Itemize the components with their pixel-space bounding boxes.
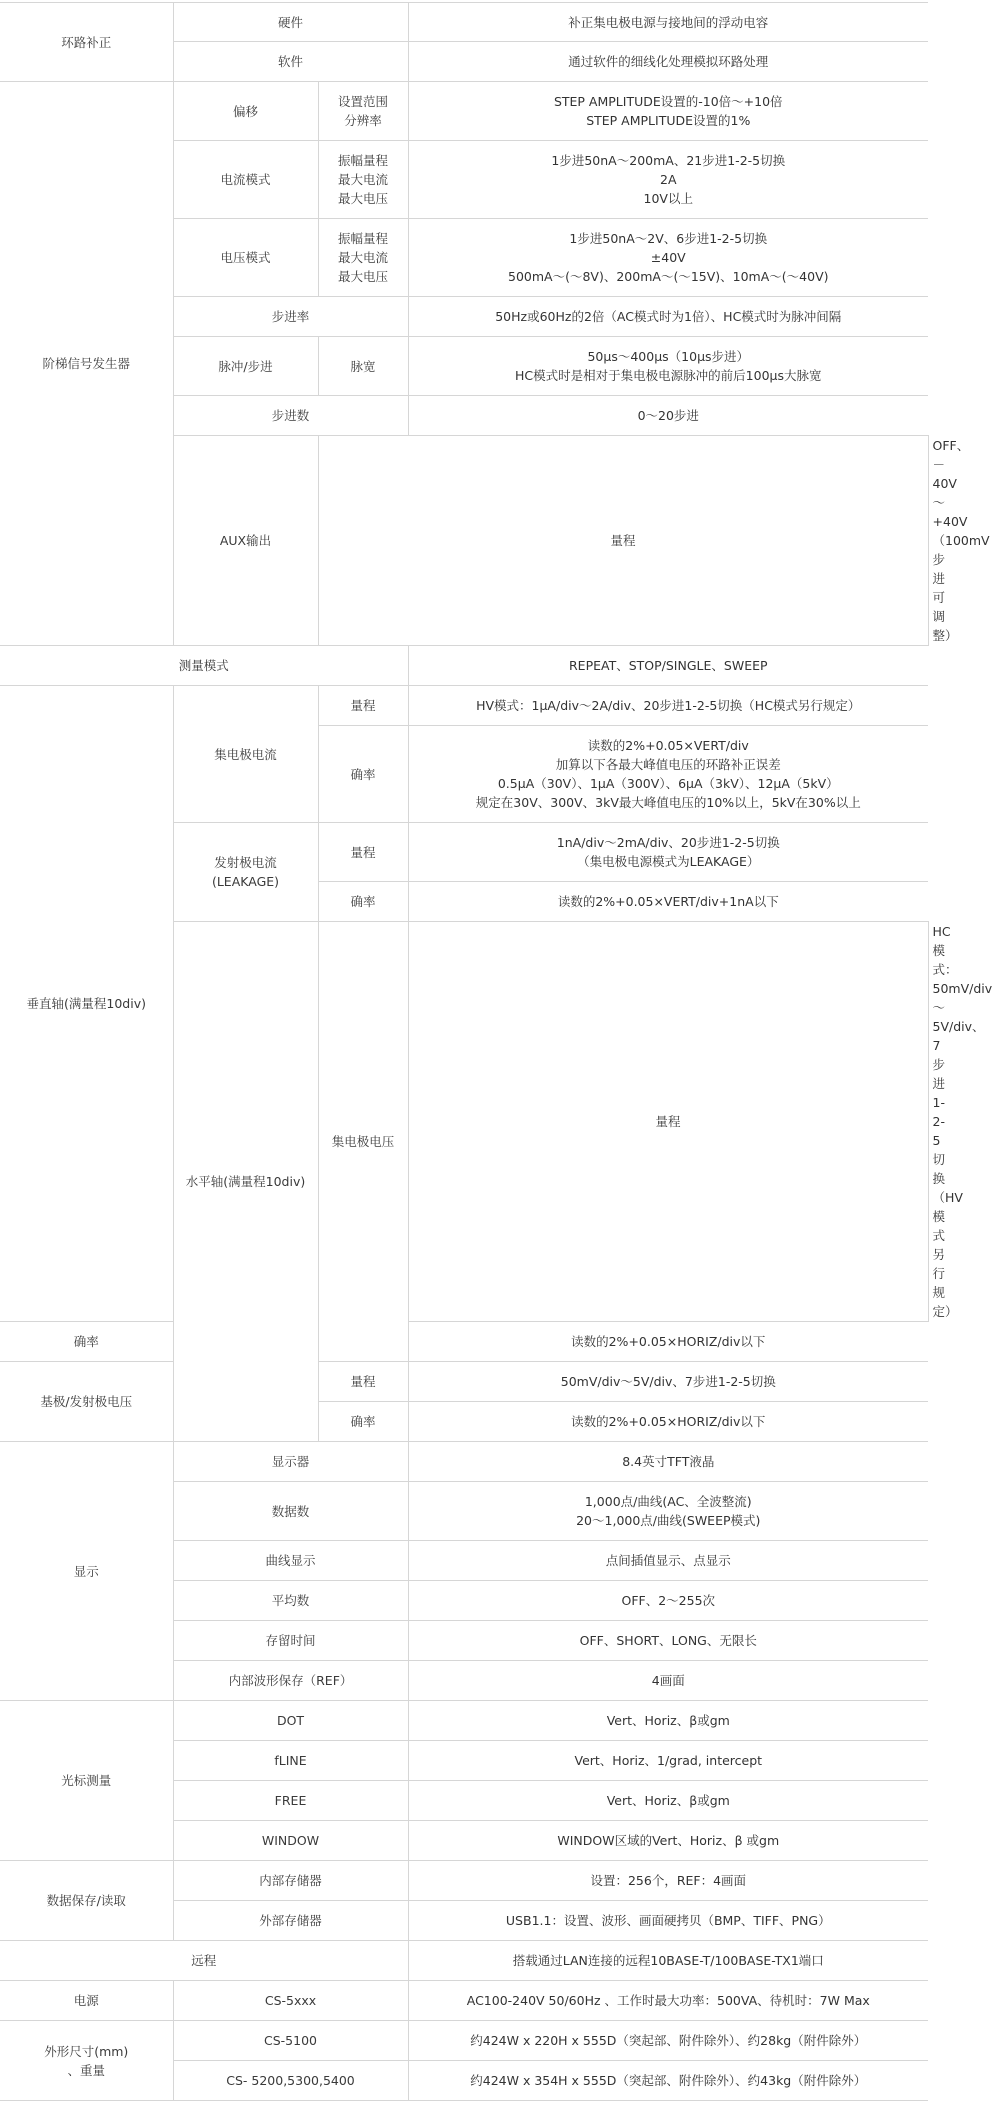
subitem-cell: 确率 <box>318 1402 408 1442</box>
value-cell: Vert、Horiz、β或gm <box>408 1701 928 1741</box>
category-cell: 光标测量 <box>0 1701 173 1861</box>
subitem-cell: 量程 <box>408 922 928 1322</box>
value-cell: 1nA/div～2mA/div、20步进1-2-5切换 （集电极电源模式为LEAKAGE） <box>408 823 928 882</box>
category-cell: 测量模式 <box>0 646 408 686</box>
value-cell: WINDOW区域的Vert、Horiz、β 或gm <box>408 1821 928 1861</box>
item-cell: DOT <box>173 1701 408 1741</box>
value-cell: 补正集电极电源与接地间的浮动电容 <box>408 3 928 42</box>
category-cell: 数据保存/读取 <box>0 1861 173 1941</box>
table-row <box>0 1362 928 1402</box>
category-cell: 垂直轴(满量程10div) <box>0 686 173 1322</box>
category-cell: 阶梯信号发生器 <box>0 82 173 646</box>
table-row: AUX输出 量程 OFF、－40V～+40V（100mV步进可调整） <box>0 436 928 646</box>
item-cell: 外部存储器 <box>173 1901 408 1941</box>
table-row <box>0 3 928 42</box>
value-cell: 4画面 <box>408 1661 928 1701</box>
subitem-cell: 振幅量程 最大电流 最大电压 <box>318 141 408 219</box>
item-cell: 内部存储器 <box>173 1861 408 1901</box>
value-cell: 设置：256个，REF：4画面 <box>408 1861 928 1901</box>
item-cell: 内部波形保存（REF） <box>173 1661 408 1701</box>
item-cell: FREE <box>173 1781 408 1821</box>
table-row <box>0 1941 928 1981</box>
value-cell: 1步进50nA～200mA、21步进1-2-5切换 2A 10V以上 <box>408 141 928 219</box>
category-cell: 显示 <box>0 1442 173 1701</box>
item-cell: CS- 5200,5300,5400 <box>173 2061 408 2101</box>
value-cell: 点间插值显示、点显示 <box>408 1541 928 1581</box>
table-row <box>0 1322 928 1362</box>
item-cell: fLINE <box>173 1741 408 1781</box>
value-cell: OFF、2～255次 <box>408 1581 928 1621</box>
category-cell: 外形尺寸(mm) 、重量 <box>0 2021 173 2101</box>
subitem-cell: 确率 <box>318 726 408 823</box>
value-cell: 读数的2%+0.05×VERT/div+1nA以下 <box>408 882 928 922</box>
value-cell: 约424W x 220H x 555D（突起部、附件除外）、约28kg（附件除外） <box>408 2021 928 2061</box>
subitem-cell: 量程 <box>318 823 408 882</box>
item-cell: 集电极电压 <box>318 922 408 1362</box>
item-cell: 量程 <box>318 436 928 646</box>
item-cell: 步进数 <box>173 396 408 436</box>
value-cell: 50Hz或60Hz的2倍（AC模式时为1倍）、HC模式时为脉冲间隔 <box>408 297 928 337</box>
item-cell: 脉冲/步进 <box>173 337 318 396</box>
item-cell: 电压模式 <box>173 219 318 297</box>
item-cell: 平均数 <box>173 1581 408 1621</box>
item-cell: 集电极电流 <box>173 686 318 823</box>
value-cell: 读数的2%+0.05×VERT/div 加算以下各最大峰值电压的环路补正误差 0.5μA（30V）、1μA（300V）、6μA（3kV）、12μA（5kV） 规定在30V、300V、3kV最大峰值电压的10%以上，5kV在30%以上 <box>408 726 928 823</box>
subitem-cell: 确率 <box>0 1322 173 1362</box>
item-cell: 显示器 <box>173 1442 408 1482</box>
value-cell: 50mV/div～5V/div、7步进1-2-5切换 <box>408 1362 928 1402</box>
category-cell: 电源 <box>0 1981 173 2021</box>
item-cell: CS-5100 <box>173 2021 408 2061</box>
item-cell: 曲线显示 <box>173 1541 408 1581</box>
table-row <box>0 686 928 726</box>
category-cell: 远程 <box>0 1941 408 1981</box>
item-cell: 偏移 <box>173 82 318 141</box>
value-cell: HV模式：1μA/div～2A/div、20步进1-2-5切换（HC模式另行规定） <box>408 686 928 726</box>
table-row <box>0 1981 928 2021</box>
value-cell: Vert、Horiz、1/grad, intercept <box>408 1741 928 1781</box>
value-cell: 搭载通过LAN连接的远程10BASE-T/100BASE-TX1端口 <box>408 1941 928 1981</box>
subitem-cell: 确率 <box>318 882 408 922</box>
value-cell: OFF、SHORT、LONG、无限长 <box>408 1621 928 1661</box>
subitem-cell: 振幅量程 最大电流 最大电压 <box>318 219 408 297</box>
value-cell: 1步进50nA～2V、6步进1-2-5切换 ±40V 500mA～(～8V)、200mA～(～15V)、10mA～(～40V) <box>408 219 928 297</box>
subitem-cell: 设置范围 分辨率 <box>318 82 408 141</box>
value-cell: 8.4英寸TFT液晶 <box>408 1442 928 1482</box>
spec-table <box>0 2 992 2101</box>
table-row <box>0 646 928 686</box>
value-cell: 约424W x 354H x 555D（突起部、附件除外）、约43kg（附件除外） <box>408 2061 928 2101</box>
table-row <box>0 1442 928 1482</box>
table-row: 水平轴(满量程10div) 集电极电压 量程 HC模式：50mV/div～5V/div、7步进1-2-5切换（HV模式另行规定） <box>0 922 928 1322</box>
table-row <box>0 2021 928 2061</box>
table-row <box>0 1701 928 1741</box>
item-cell: 数据数 <box>173 1482 408 1541</box>
value-cell: AC100-240V 50/60Hz 、工作时最大功率：500VA、待机时：7W Max <box>408 1981 928 2021</box>
item-cell: 硬件 <box>173 3 408 42</box>
item-cell: 基极/发射极电压 <box>0 1362 173 1442</box>
value-cell: 50μs～400μs（10μs步进） HC模式时是相对于集电极电源脉冲的前后100μs大脉宽 <box>408 337 928 396</box>
value-cell: REPEAT、STOP/SINGLE、SWEEP <box>408 646 928 686</box>
value-cell: USB1.1：设置、波形、画面硬拷贝（BMP、TIFF、PNG） <box>408 1901 928 1941</box>
value-cell: 读数的2%+0.05×HORIZ/div以下 <box>408 1402 928 1442</box>
item-cell: 电流模式 <box>173 141 318 219</box>
subitem-cell: 脉宽 <box>318 337 408 396</box>
spec-table-body <box>0 3 992 2101</box>
table-row <box>0 1861 928 1901</box>
subitem-cell: 量程 <box>318 686 408 726</box>
value-cell: 1,000点/曲线(AC、全波整流) 20～1,000点/曲线(SWEEP模式) <box>408 1482 928 1541</box>
item-cell: 步进率 <box>173 297 408 337</box>
value-cell: Vert、Horiz、β或gm <box>408 1781 928 1821</box>
item-cell: CS-5xxx <box>173 1981 408 2021</box>
item-cell: 软件 <box>173 42 408 82</box>
item-cell: WINDOW <box>173 1821 408 1861</box>
value-cell: 读数的2%+0.05×HORIZ/div以下 <box>408 1322 928 1362</box>
item-cell: 存留时间 <box>173 1621 408 1661</box>
category-cell: 环路补正 <box>0 3 173 82</box>
subitem-cell: 量程 <box>318 1362 408 1402</box>
value-cell: STEP AMPLITUDE设置的-10倍～+10倍 STEP AMPLITUDE设置的1% <box>408 82 928 141</box>
category-cell: AUX输出 <box>173 436 318 646</box>
item-cell: 发射极电流 (LEAKAGE) <box>173 823 318 922</box>
table-row <box>0 82 928 141</box>
category-cell: 水平轴(满量程10div) <box>173 922 318 1442</box>
value-cell: 0～20步进 <box>408 396 928 436</box>
value-cell: 通过软件的细线化处理模拟环路处理 <box>408 42 928 82</box>
